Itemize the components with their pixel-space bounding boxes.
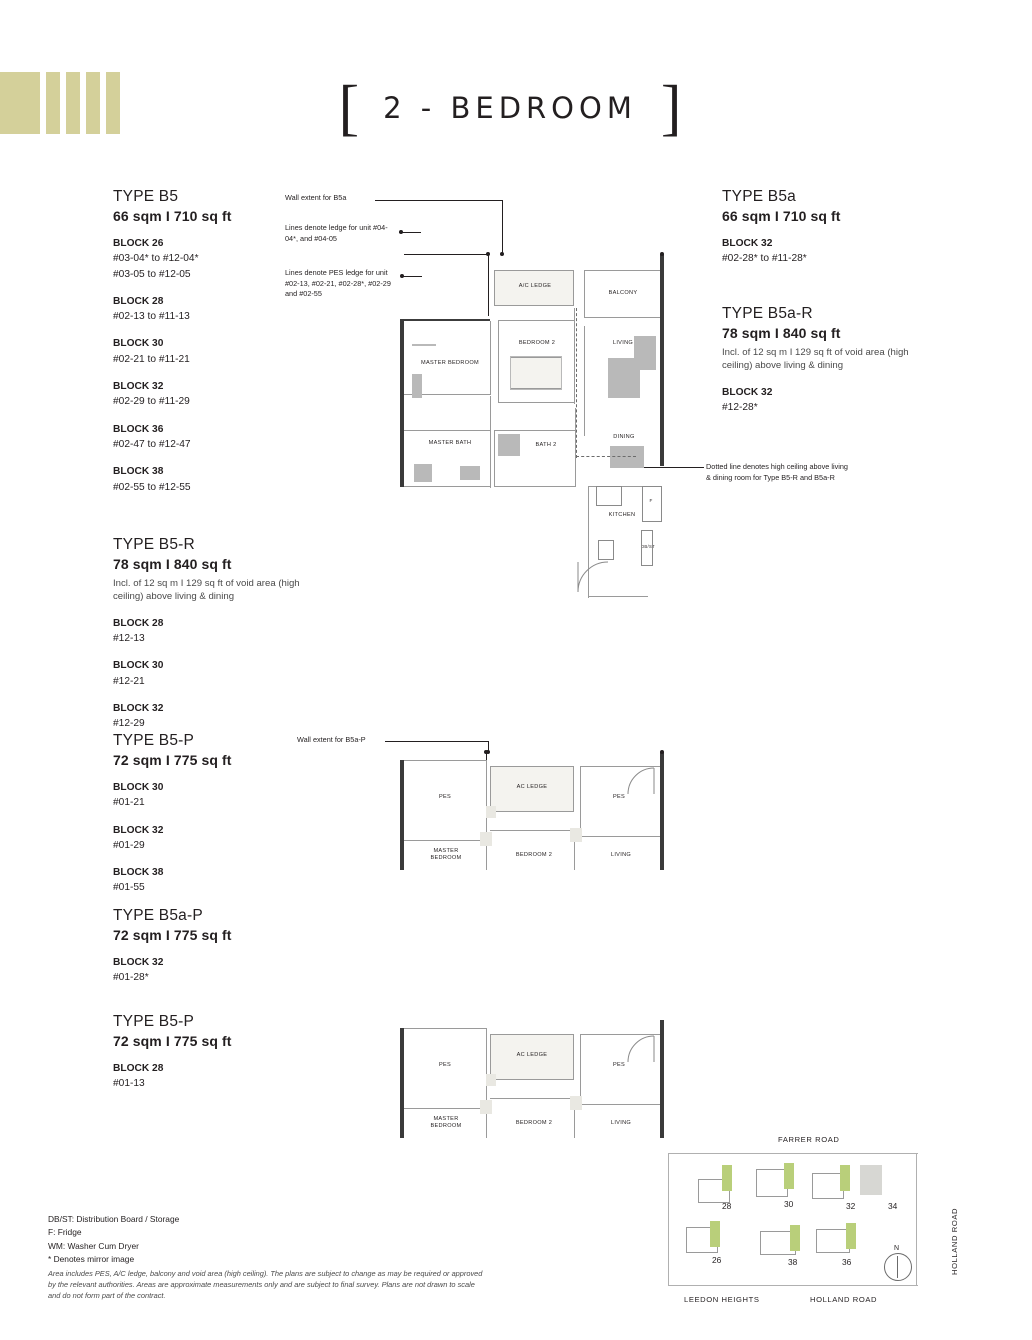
unit-label: #12-29 [113,718,145,730]
column [570,828,582,842]
bracket-right-icon: ] [660,74,682,142]
type-area: 66 sqm I 710 sq ft [722,208,841,224]
compass-icon [884,1253,912,1281]
block-label: BLOCK 32 [113,381,164,393]
unit-label: #12-13 [113,633,145,645]
room-label-dining: DINING [613,434,635,440]
type-note: Incl. of 12 sq m I 129 sq ft of void area (high ceiling) above living & dining [722,347,909,371]
callout-wall-extent-b5a: Wall extent for B5a [285,193,347,202]
type-block-b5 [113,188,293,495]
unit-label: #02-47 to #12-47 [113,438,191,450]
unit-label: #03-05 to #12-05 [113,268,191,280]
unit-label: #02-13 to #11-13 [113,311,190,323]
page-title [330,74,690,142]
type-note: Incl. of 12 sq m I 129 sq ft of void area (high ceiling) above living & dining [113,578,300,602]
type-name: TYPE B5-P [113,1013,195,1030]
floorplan-pes-lower [398,1016,678,1146]
map-block-number: 30 [784,1199,794,1209]
map-greenery [846,1223,856,1249]
callout-wall-extent-b5ap: Wall extent for B5a-P [297,735,366,744]
map-block-number: 26 [712,1255,722,1265]
column [570,1096,582,1110]
room-label-pes-left: PES [438,1062,452,1068]
map-block [816,1229,850,1253]
room-label-living: LIVING [610,1120,632,1126]
unit-label: #12-21 [113,675,145,687]
room-label-balcony: BALCONY [608,290,638,296]
type-area: 78 sqm I 840 sq ft [113,556,232,572]
bracket-left-icon: [ [338,74,360,142]
block-label: BLOCK 28 [113,1063,164,1074]
door-icon [626,766,656,796]
room-label-pes-right: PES [612,794,626,800]
column [480,832,492,846]
map-block-number: 28 [722,1201,732,1211]
map-greenery [790,1225,800,1251]
map-greenery [784,1163,794,1189]
road-label-holland-bottom: HOLLAND ROAD [810,1295,878,1304]
road-label-holland-right: HOLLAND ROAD [950,1207,959,1275]
wall-right [660,752,664,870]
block-label: BLOCK 32 [113,703,164,715]
wall-right [660,1020,664,1138]
room-label-master-bath: MASTER BATH [428,440,472,446]
map-greenery [710,1221,720,1247]
floorplan-pes-middle [398,748,678,878]
type-name: TYPE B5-R [113,536,195,553]
leader-line [375,200,503,201]
column [480,1100,492,1114]
room-label-bedroom2: BEDROOM 2 [515,1120,553,1126]
room-label-master-bedroom: MASTER BEDROOM [421,360,479,366]
washer-icon [598,540,614,560]
page-title-text: 2 - BEDROOM [383,91,637,125]
type-block-b5ap [113,907,313,986]
db-storage-box [641,530,653,566]
room-label-kitchen: KITCHEN [608,512,636,518]
block-label: BLOCK 32 [113,824,164,836]
block-label: BLOCK 38 [113,867,164,879]
type-block-b5p-1 [113,732,313,896]
unit-label: #02-28* to #11-28* [722,253,807,265]
column [486,806,496,818]
high-ceiling-dashed-line [576,308,577,458]
wall-left [400,760,404,870]
road-label-leedon: LEEDON HEIGHTS [684,1295,760,1304]
compass-north-label: N [894,1245,900,1252]
site-map [660,1135,970,1305]
type-area: 72 sqm I 775 sq ft [113,927,232,943]
room-label-living: LIVING [612,340,634,346]
room-label-master-bedroom: MASTER BEDROOM [430,848,462,861]
floorplan-upper [398,248,678,618]
wall-left [400,319,404,487]
room-label-pes-left: PES [438,794,452,800]
wall-left [400,1028,404,1138]
callout-ledge-note: Lines denote ledge for unit #04-04*, and #04-05 [285,223,388,243]
block-label: BLOCK 36 [113,423,164,435]
map-greenery [722,1165,732,1191]
block-label: BLOCK 32 [722,238,773,249]
unit-label: #02-29 to #11-29 [113,396,190,408]
unit-label: #03-04* to #12-04* [113,253,199,265]
room-label-ac-ledge: A/C LEDGE [518,283,552,289]
type-area: 66 sqm I 710 sq ft [113,208,232,224]
map-road-line [668,1153,918,1154]
road-label-farrer: FARRER ROAD [778,1135,840,1144]
high-ceiling-dashed-line [576,456,636,457]
unit-label: #02-21 to #11-21 [113,353,190,365]
type-area: 72 sqm I 775 sq ft [113,1033,232,1049]
legend-line-mirror: * Denotes mirror image [48,1254,135,1265]
wall-right [660,254,664,466]
wall-top-left [404,319,490,321]
type-block-b5a [722,188,922,267]
block-label: BLOCK 30 [113,338,164,350]
legend-line-washer: WM: Washer Cum Dryer [48,1240,139,1251]
type-area: 78 sqm I 840 sq ft [722,325,841,341]
unit-label: #01-21 [113,797,145,809]
map-block-number: 32 [846,1201,856,1211]
disclaimer-text: Area includes PES, A/C ledge, balcony and void area (high ceiling). The plans are subject to change as may be required or approved by the relevant authorities. Areas are approximate measurements only and are subject to final survey. Plans are not drawn to scale and do not form part of the contract. [48,1269,483,1301]
map-road-line [668,1153,669,1285]
unit-label: #12-28* [722,402,758,414]
type-area: 72 sqm I 775 sq ft [113,752,232,768]
legend [48,1213,179,1267]
unit-label: #02-55 to #12-55 [113,481,191,493]
room-label-bath2: BATH 2 [535,442,557,448]
block-label: BLOCK 28 [113,295,164,307]
fridge-label: F [649,498,653,503]
room-label-master-bedroom: MASTER BEDROOM [430,1116,462,1129]
type-name: TYPE B5a [722,188,796,205]
kitchen-counter [596,486,622,506]
map-block-number: 36 [842,1257,852,1267]
map-road-line [668,1285,918,1286]
extent-line-top [404,254,489,255]
map-block-number: 34 [888,1201,898,1211]
callout-high-ceiling-note: Dotted line denotes high ceiling above living & dining room for Type B5-R and B5a-R [706,462,848,482]
dbst-label: DB/ST [641,544,655,549]
marker-dot [660,750,664,754]
room-label-bedroom2: BEDROOM 2 [515,852,553,858]
legend-line-fridge: F: Fridge [48,1227,82,1238]
block-label: BLOCK 28 [113,617,164,629]
callout-pes-ledge-note: Lines denote PES ledge for unit #02-13, #02-21, #02-28*, #02-29 and #02-55 [285,268,391,299]
type-block-b5r [113,536,313,732]
block-label: BLOCK 32 [722,386,773,398]
type-name: TYPE B5-P [113,732,195,749]
header-decorative-bars [0,72,152,134]
leader-line [385,741,489,742]
type-block-b5ar [722,305,932,415]
map-road-line [916,1153,917,1285]
room-label-ac-ledge: AC LEDGE [516,784,548,790]
block-label: BLOCK 32 [113,957,164,968]
room-label-living: LIVING [610,852,632,858]
map-greenery [840,1165,850,1191]
block-label: BLOCK 30 [113,660,164,672]
type-name: TYPE B5a-P [113,907,203,924]
leader-line [502,200,503,255]
map-block-number: 38 [788,1257,798,1267]
room-label-bedroom2: BEDROOM 2 [518,340,556,346]
marker-dot [660,252,664,256]
room-label-ac-ledge: AC LEDGE [516,1052,548,1058]
room-label-pes-right: PES [612,1062,626,1068]
column [486,1074,496,1086]
block-label: BLOCK 38 [113,466,164,478]
unit-label: #01-28* [113,972,149,984]
extent-line [488,254,489,316]
unit-label: #01-55 [113,882,145,894]
legend-line-dbst: DB/ST: Distribution Board / Storage [48,1214,180,1224]
door-icon [626,1034,656,1064]
block-label: BLOCK 26 [113,238,164,249]
map-facility [860,1165,882,1195]
leader-dot [399,230,403,234]
fridge-icon [642,486,662,522]
block-label: BLOCK 30 [113,782,164,793]
type-block-b5p-2 [113,1013,313,1092]
entry-door-icon [576,560,610,594]
unit-label: #01-13 [113,1078,145,1090]
type-name: TYPE B5a-R [722,305,813,322]
type-name: TYPE B5 [113,188,179,205]
unit-label: #01-29 [113,839,145,851]
